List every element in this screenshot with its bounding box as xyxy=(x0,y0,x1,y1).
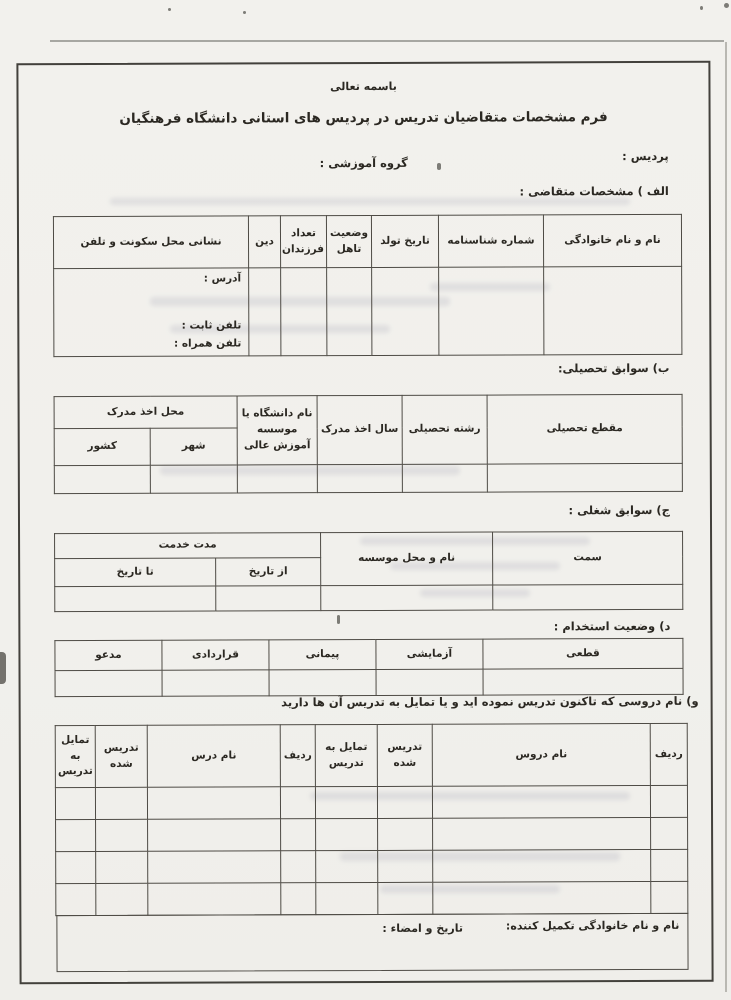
courses-table xyxy=(55,723,689,916)
col-header-courses: نام دروس xyxy=(432,724,650,787)
course-row-cell xyxy=(315,786,377,818)
institute-cell xyxy=(321,585,493,611)
col-header-row-number-2: ردیف xyxy=(280,725,315,787)
col-header-fullname: نام و نام خانوادگی xyxy=(543,214,681,266)
department-field-label: گروه آموزشی : xyxy=(319,155,408,171)
col-header-probationary: آزمایشی xyxy=(376,639,483,669)
landline-label: تلفن ثابت : xyxy=(181,319,242,332)
scan-page-edge-shadow xyxy=(725,42,727,992)
course-row-cell xyxy=(316,850,378,882)
mobile-label: تلفن همراه : xyxy=(173,337,242,350)
col-header-willing-2: تمایل به تدریس xyxy=(55,725,95,787)
course-row-cell xyxy=(651,817,688,849)
applicant-info-table xyxy=(53,214,682,358)
course-row-cell xyxy=(650,785,687,817)
marital-status-cell xyxy=(327,267,372,356)
from-date-cell xyxy=(216,586,321,611)
course-row-cell xyxy=(56,883,96,915)
address-phone-cell xyxy=(54,268,249,357)
bismillah-text: باسمه تعالی xyxy=(330,79,397,94)
course-row-cell xyxy=(95,787,147,819)
col-header-willing: تمایل به تدریس xyxy=(315,724,377,786)
col-header-taught: تدریس شده xyxy=(377,724,432,786)
col-header-country: کشور xyxy=(54,428,150,465)
work-history-table xyxy=(54,531,683,612)
university-cell xyxy=(237,465,317,493)
col-header-permanent: قطعی xyxy=(483,638,683,669)
scan-speck xyxy=(700,6,703,10)
course-row-cell xyxy=(651,881,688,913)
course-row-cell xyxy=(378,818,433,850)
col-header-position: سمت xyxy=(493,531,683,585)
form-border xyxy=(16,61,713,984)
section-w-heading: و) نام دروسی که تاکنون تدریس نموده اید و یا تمایل به تدریس آن ها دارید xyxy=(281,693,699,710)
col-header-university: نام دانشگاه یا موسسه آموزش عالی xyxy=(237,396,317,465)
completer-name-label: نام و نام خانوادگی تکمیل کننده: xyxy=(505,918,680,933)
course-row-cell xyxy=(147,787,280,819)
date-signature-label: تاریخ و امضاء : xyxy=(382,921,464,935)
course-row-cell xyxy=(316,818,378,850)
col-header-taught-2: تدریس شده xyxy=(95,725,147,787)
course-row-cell xyxy=(56,819,96,851)
scan-page-edge-line xyxy=(50,40,724,42)
course-row-cell xyxy=(281,819,316,851)
course-row-cell xyxy=(433,818,651,851)
course-row-cell xyxy=(316,882,378,914)
country-cell xyxy=(54,465,150,493)
to-date-cell xyxy=(55,586,216,612)
form-title: فرم مشخصات متقاضیان تدریس در پردیس های استانی دانشگاه فرهنگیان xyxy=(119,109,608,127)
col-header-religion: دین xyxy=(248,216,280,268)
col-header-id-number: شماره شناسنامه xyxy=(438,215,543,267)
col-header-to-date: تا تاریخ xyxy=(55,558,216,587)
scan-speck xyxy=(243,11,246,14)
col-header-row-number: ردیف xyxy=(650,723,687,785)
campus-field-label: پردیس : xyxy=(622,148,669,164)
city-cell xyxy=(150,465,237,493)
col-header-marital-status: وضعیت تاهل xyxy=(326,215,371,267)
employment-status-table xyxy=(54,638,683,697)
col-header-children-count: تعداد فرزندان xyxy=(280,216,326,268)
course-row-cell xyxy=(377,786,432,818)
course-row-cell xyxy=(281,883,316,915)
col-header-degree-level: مقطع تحصیلی xyxy=(487,394,682,464)
id-number-cell xyxy=(439,267,544,356)
course-row-cell xyxy=(148,851,281,883)
section-b-heading: ب) سوابق تحصیلی: xyxy=(557,360,670,376)
graduation-year-cell xyxy=(317,464,402,492)
course-row-cell xyxy=(96,851,148,883)
course-row-cell xyxy=(280,787,315,819)
col-header-institute: نام و محل موسسه xyxy=(321,532,493,586)
section-a-heading: الف ) مشخصات متقاضی : xyxy=(519,183,669,199)
course-row-cell xyxy=(432,786,650,819)
course-row-cell xyxy=(96,883,148,915)
contract-cell xyxy=(162,670,269,696)
course-row-cell xyxy=(433,882,651,915)
course-row-cell xyxy=(148,819,281,851)
address-label: آدرس : xyxy=(203,272,242,285)
fullname-cell xyxy=(544,266,682,355)
course-row-cell xyxy=(281,851,316,883)
col-header-course: نام درس xyxy=(147,725,280,787)
religion-cell xyxy=(249,268,281,357)
course-row-cell xyxy=(56,851,96,883)
course-row-cell xyxy=(148,883,281,915)
col-header-degree-place: محل اخذ مدرک xyxy=(54,396,237,429)
col-header-from-date: از تاریخ xyxy=(216,558,321,586)
col-header-field-of-study: رشته تحصیلی xyxy=(402,395,487,464)
col-header-birth-date: تاریخ تولد xyxy=(371,215,438,267)
course-row-cell xyxy=(55,787,95,819)
field-of-study-cell xyxy=(402,464,487,492)
permanent-cell xyxy=(483,668,683,695)
guest-cell xyxy=(55,670,162,696)
degree-level-cell xyxy=(487,463,682,492)
section-c-heading: ج) سوابق شغلی : xyxy=(568,502,670,518)
section-d-heading: د) وضعیت استخدام : xyxy=(553,618,671,634)
col-header-city: شهر xyxy=(150,428,237,465)
col-header-service-duration: مدت خدمت xyxy=(55,533,321,559)
col-header-address-phone: نشانی محل سکونت و تلفن xyxy=(53,216,248,269)
course-row-cell xyxy=(96,819,148,851)
education-history-table xyxy=(54,394,683,494)
scan-speck xyxy=(724,3,729,8)
children-count-cell xyxy=(281,268,327,357)
col-header-guest: مدعو xyxy=(55,640,162,670)
course-row-cell xyxy=(378,850,433,882)
col-header-graduation-year: سال اخذ مدرک xyxy=(317,395,402,464)
pact-cell xyxy=(269,669,376,695)
position-cell xyxy=(493,584,683,610)
scan-speck xyxy=(168,8,171,11)
probationary-cell xyxy=(376,669,483,695)
scan-edge-blot xyxy=(0,652,6,684)
course-row-cell xyxy=(433,850,651,883)
col-header-contract: قراردادی xyxy=(162,640,269,670)
course-row-cell xyxy=(378,882,433,914)
footer-signature-box xyxy=(56,913,688,972)
birth-date-cell xyxy=(372,267,439,356)
col-header-pact: پیمانی xyxy=(269,639,376,669)
course-row-cell xyxy=(651,849,688,881)
